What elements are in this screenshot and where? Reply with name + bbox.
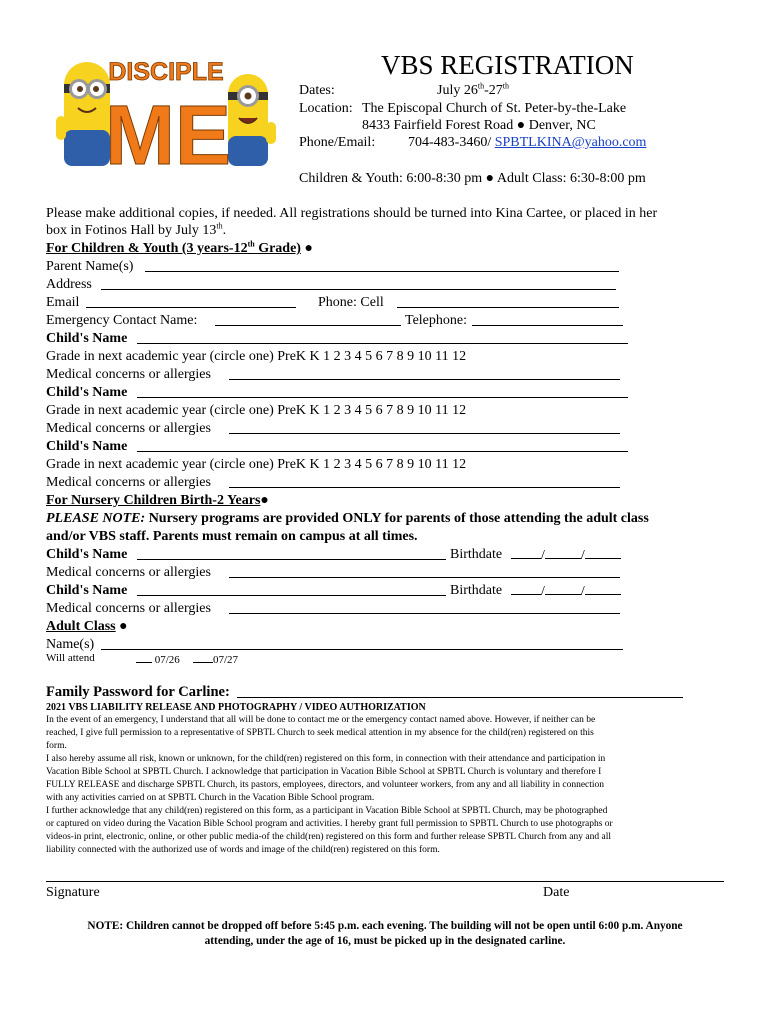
phone-label: Phone/Email: <box>299 135 376 150</box>
signature-label: Signature <box>46 885 100 900</box>
birthdate-label: Birthdate <box>450 583 503 598</box>
medical-field[interactable] <box>229 379 620 380</box>
release-line: I also hereby assume all risk, known or unknown, for the child(ren) registered on this form, in connection with their attendance and participation in <box>46 754 606 764</box>
date-label: Date <box>543 885 570 900</box>
email-label: Email <box>46 295 80 310</box>
dates-label: Dates: <box>299 83 335 98</box>
telephone-field[interactable] <box>472 325 623 326</box>
address-label: Address <box>46 277 92 292</box>
email-link[interactable]: SPBTLKINA@yahoo.com <box>494 135 647 150</box>
left-minion <box>56 62 110 166</box>
nursery-child-name-label: Child's Name <box>46 583 128 598</box>
intro-line2 <box>46 222 226 239</box>
release-p3 <box>46 805 736 857</box>
intro-period: . <box>222 223 227 238</box>
nursery-child-name-field[interactable] <box>137 595 446 596</box>
nursery-child-name-label: Child's Name <box>46 547 128 562</box>
location-line1: The Episcopal Church of St. Peter-by-the-Lake <box>362 101 627 116</box>
adult-names-field[interactable] <box>101 649 623 650</box>
release-line: Vacation Bible School at SPBTL Church. I acknowledge that participation in Vacation Bible School at SPBTL Church is voluntary and therefore I <box>46 767 602 777</box>
child-name-label: Child's Name <box>46 385 128 400</box>
signature-line[interactable] <box>46 881 724 882</box>
child-name-field[interactable] <box>137 343 628 344</box>
family-password-field[interactable] <box>237 697 683 698</box>
bullet-icon: ● <box>300 241 313 256</box>
release-line: videos-in print, electronic, online, or other public media-of the child(ren) registered on this form and further release SPBTL Church from any and all <box>46 832 611 842</box>
phone-number: 704-483-3460/ <box>408 135 492 150</box>
birthdate-label: Birthdate <box>450 547 503 562</box>
nursery-section-heading <box>46 492 269 509</box>
birthdate-field[interactable]: / / <box>511 546 621 564</box>
dates-value <box>437 82 509 99</box>
nursery-medical-label: Medical concerns or allergies <box>46 601 211 616</box>
grade-line[interactable]: Grade in next academic year (circle one) PreK K 1 2 3 4 5 6 7 8 9 10 11 12 <box>46 457 467 472</box>
attend-date1: 07/26 <box>154 654 180 666</box>
nursery-note-line1 <box>46 510 649 527</box>
birthdate-field[interactable]: / / <box>511 582 621 600</box>
children-heading-text: For Children & Youth (3 years-12th Grade) <box>46 239 301 256</box>
attend-date2: 07/27 <box>213 654 239 666</box>
release-line: I further acknowledge that any child(ren) registered on this form, as a participant in Vacation Bible School at SPBTL Church, may be photographed <box>46 806 608 816</box>
phone-value <box>408 134 646 151</box>
family-password-label: Family Password for Carline: <box>46 684 230 700</box>
nursery-note-text: Nursery programs are provided ONLY for parents of those attending the adult class <box>145 511 649 526</box>
release-line: FULLY RELEASE and discharge SPBTL Church, its pastors, employees, directors, and volunteer workers, from any and all liability in connection <box>46 780 605 790</box>
release-body <box>46 714 736 857</box>
vbs-logo <box>52 46 284 170</box>
release-line: liability connected with the authorized use of words and image of the child(ren) registered on this form. <box>46 845 440 855</box>
release-p1 <box>46 714 736 753</box>
child-name-field[interactable] <box>137 451 628 452</box>
attend-date2-option[interactable] <box>193 652 238 667</box>
nursery-note-label: PLEASE NOTE: <box>46 511 146 526</box>
medical-label: Medical concerns or allergies <box>46 421 211 436</box>
release-heading: 2021 VBS LIABILITY RELEASE AND PHOTOGRAPHY / VIDEO AUTHORIZATION <box>46 702 426 713</box>
grade-line[interactable]: Grade in next academic year (circle one) PreK K 1 2 3 4 5 6 7 8 9 10 11 12 <box>46 349 467 364</box>
nursery-medical-label: Medical concerns or allergies <box>46 565 211 580</box>
medical-field[interactable] <box>229 487 620 488</box>
children-section-heading <box>46 240 313 257</box>
nursery-child-name-field[interactable] <box>137 559 446 560</box>
phone-cell-label: Phone: Cell <box>318 295 384 310</box>
release-line: reached, I give full permission to a representative of SPBTL Church to seek medical attention in my absence for the child(ren) registered on this <box>46 728 594 738</box>
location-line2: 8433 Fairfield Forest Road ● Denver, NC <box>362 118 596 133</box>
session-times: Children & Youth: 6:00-8:30 pm ● Adult Class: 6:30-8:00 pm <box>299 171 646 186</box>
will-attend-label: Will attend <box>46 652 95 664</box>
logo-word-disciple: DISCIPLE <box>108 58 224 86</box>
release-line: with any activities carried on at SPBTL Church in the Vacation Bible School program. <box>46 793 375 803</box>
email-field[interactable] <box>86 307 296 308</box>
adult-names-label: Name(s) <box>46 637 95 652</box>
nursery-medical-field[interactable] <box>229 613 620 614</box>
emergency-contact-field[interactable] <box>215 325 401 326</box>
dates-sup: th <box>502 81 509 91</box>
release-line: form. <box>46 741 67 751</box>
attend-date1-option[interactable] <box>136 652 180 667</box>
release-line: or captured on video during the Vacation Bible School program and activities. I hereby grant full permission to SPBTL Church to use photographs or <box>46 819 613 829</box>
child-name-label: Child's Name <box>46 331 128 346</box>
child-name-label: Child's Name <box>46 439 128 454</box>
medical-label: Medical concerns or allergies <box>46 367 211 382</box>
child-name-field[interactable] <box>137 397 628 398</box>
dropoff-note-line1: NOTE: Children cannot be dropped off before 5:45 p.m. each evening. The building will not be open until 6:00 p.m. Anyone <box>87 920 683 932</box>
telephone-label: Telephone: <box>405 313 467 328</box>
bullet-icon: ● <box>260 493 269 508</box>
minion-logo-graphic <box>52 46 284 170</box>
dates-end: -27 <box>484 83 503 98</box>
phone-cell-field[interactable] <box>397 307 619 308</box>
adult-heading-text: Adult Class <box>46 619 116 634</box>
emergency-contact-label: Emergency Contact Name: <box>46 313 198 328</box>
bullet-icon: ● <box>115 619 128 634</box>
dates-start: July 26 <box>437 83 478 98</box>
intro-text: box in Fotinos Hall by July 13 <box>46 223 217 238</box>
right-minion <box>228 74 276 166</box>
release-p2 <box>46 753 736 805</box>
nursery-medical-field[interactable] <box>229 577 620 578</box>
intro-sup: th <box>216 221 223 231</box>
medical-label: Medical concerns or allergies <box>46 475 211 490</box>
address-field[interactable] <box>101 289 616 290</box>
page-title: VBS REGISTRATION <box>381 50 634 80</box>
location-label: Location: <box>299 101 353 116</box>
adult-section-heading <box>46 618 128 635</box>
grade-line[interactable]: Grade in next academic year (circle one) PreK K 1 2 3 4 5 6 7 8 9 10 11 12 <box>46 403 467 418</box>
dropoff-note-line2: attending, under the age of 16, must be picked up in the designated carline. <box>204 935 566 947</box>
parent-name-field[interactable] <box>145 271 619 272</box>
dates-sup: th <box>477 81 485 91</box>
parent-name-label: Parent Name(s) <box>46 259 134 274</box>
nursery-heading-text: For Nursery Children Birth-2 Years <box>46 493 261 508</box>
medical-field[interactable] <box>229 433 620 434</box>
logo-word-me: ME <box>105 88 231 170</box>
nursery-note-line2: and/or VBS staff. Parents must remain on campus at all times. <box>46 529 418 544</box>
release-line: In the event of an emergency, I understand that all will be done to contact me or the emergency contact named above. However, if neither can be <box>46 715 596 725</box>
intro-line1: Please make additional copies, if needed. All registrations should be turned into Kina Cartee, or placed in her <box>46 206 658 221</box>
